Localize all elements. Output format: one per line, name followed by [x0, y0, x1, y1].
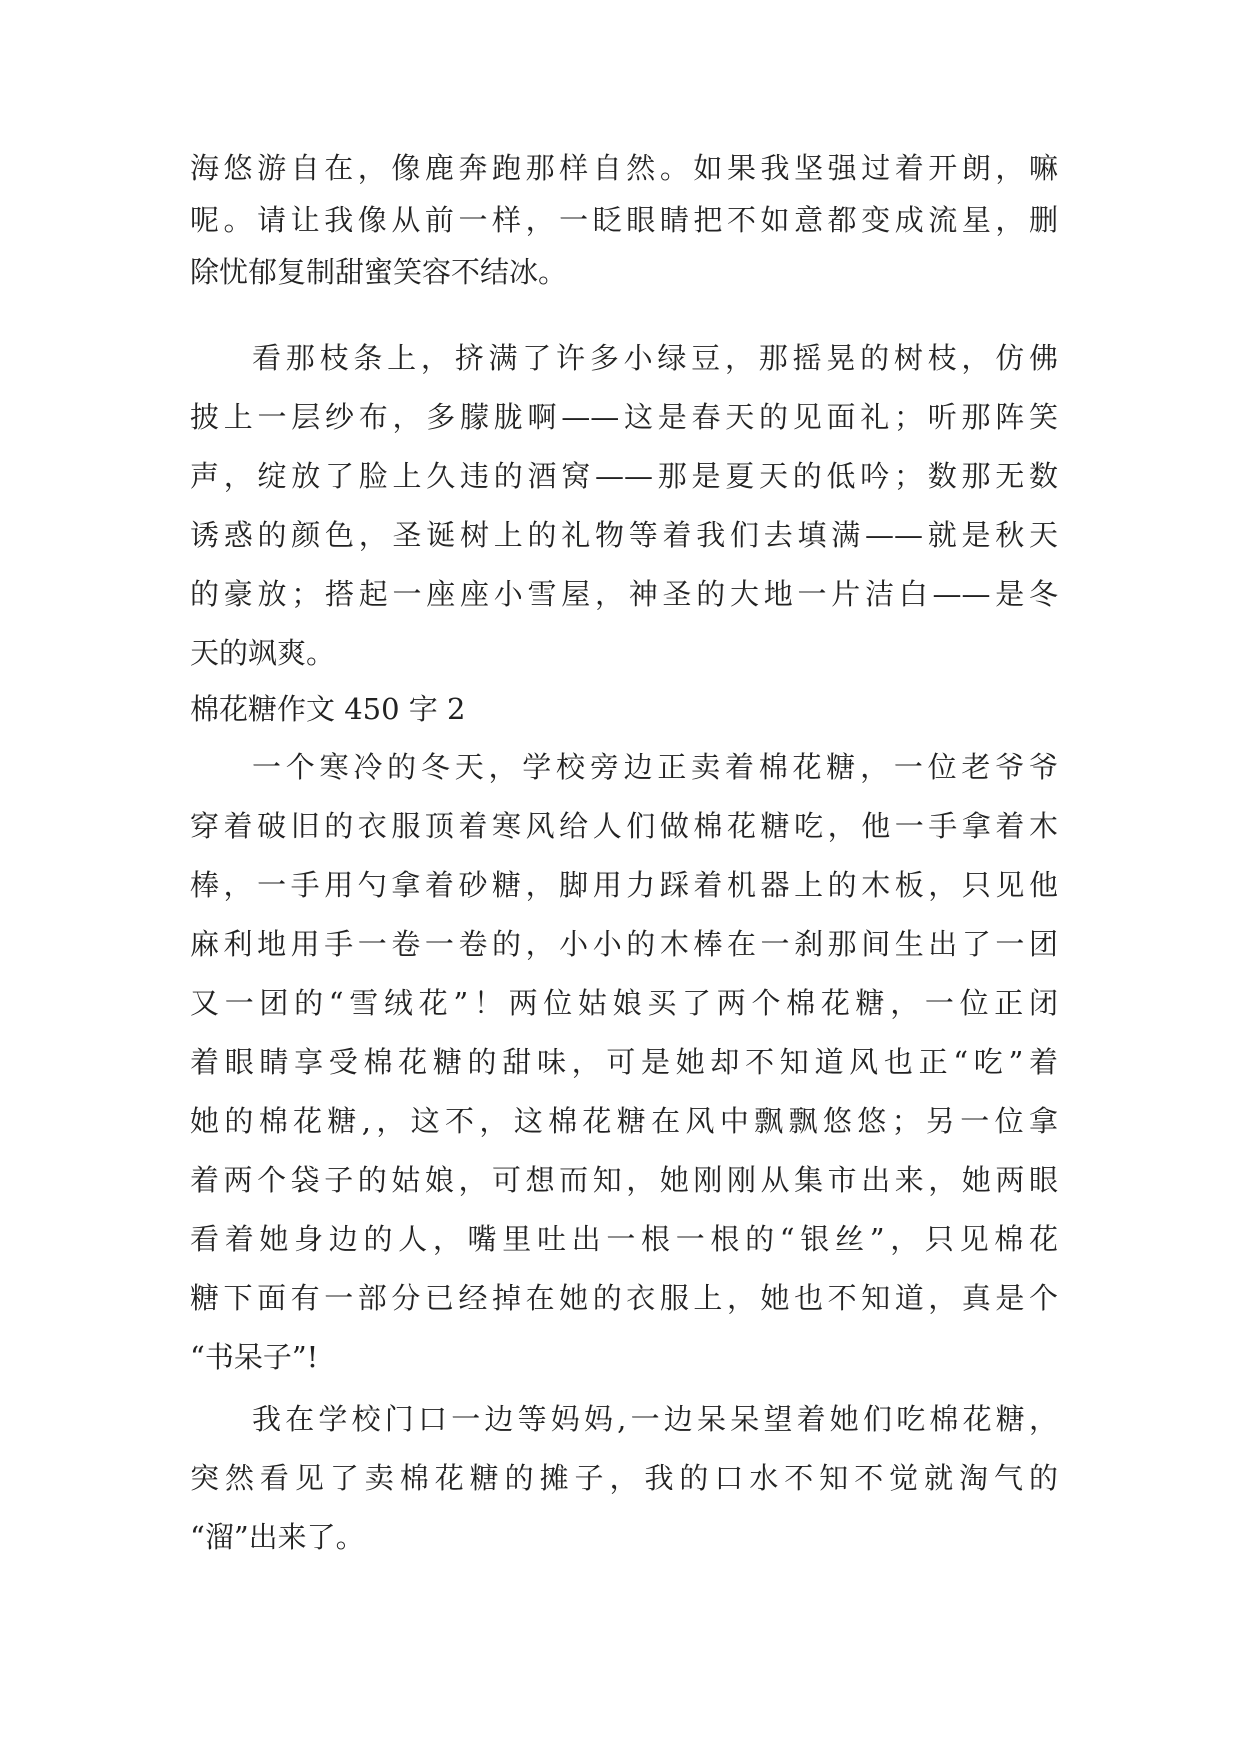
section-heading: 棉花糖作文 450 字 2 — [190, 692, 466, 726]
paragraph-line: 着两个袋子的姑娘，可想而知，她刚刚从集市出来，她两眼 — [190, 1163, 1058, 1197]
paragraph-line: 海悠游自在，像鹿奔跑那样自然。如果我坚强过着开朗，嘛 — [190, 151, 1058, 185]
paragraph-line: 她的棉花糖,，这不，这棉花糖在风中飘飘悠悠；另一位拿 — [190, 1104, 1058, 1138]
paragraph-line: “书呆子”! — [190, 1340, 319, 1374]
paragraph-line: 棒，一手用勺拿着砂糖，脚用力踩着机器上的木板，只见他 — [190, 868, 1058, 902]
paragraph-line: 突然看见了卖棉花糖的摊子，我的口水不知不觉就淘气的 — [190, 1461, 1058, 1495]
paragraph-line: 呢。请让我像从前一样，一眨眼睛把不如意都变成流星，删 — [190, 203, 1058, 237]
paragraph-line: 看着她身边的人，嘴里吐出一根一根的“银丝”，只见棉花 — [190, 1222, 1058, 1256]
paragraph-line: 的豪放；搭起一座座小雪屋，神圣的大地一片洁白——是冬 — [190, 577, 1058, 611]
paragraph-line: 除忧郁复制甜蜜笑容不结冰。 — [190, 255, 568, 289]
paragraph-line: 麻利地用手一卷一卷的，小小的木棒在一刹那间生出了一团 — [190, 927, 1058, 961]
paragraph-line: 声，绽放了脸上久违的酒窝——那是夏天的低吟；数那无数 — [190, 459, 1058, 493]
paragraph-line: 看那枝条上，挤满了许多小绿豆，那摇晃的树枝，仿佛 — [252, 341, 1058, 375]
paragraph-line: 穿着破旧的衣服顶着寒风给人们做棉花糖吃，他一手拿着木 — [190, 809, 1058, 843]
paragraph-line: 诱惑的颜色，圣诞树上的礼物等着我们去填满——就是秋天 — [190, 518, 1058, 552]
paragraph-line: 我在学校门口一边等妈妈,一边呆呆望着她们吃棉花糖， — [252, 1402, 1058, 1436]
paragraph-line: 天的飒爽。 — [190, 636, 336, 670]
paragraph-line: 一个寒冷的冬天，学校旁边正卖着棉花糖，一位老爷爷 — [252, 750, 1058, 784]
paragraph-line: 着眼睛享受棉花糖的甜味，可是她却不知道风也正“吃”着 — [190, 1045, 1058, 1079]
paragraph-line: 披上一层纱布，多朦胧啊——这是春天的见面礼；听那阵笑 — [190, 400, 1058, 434]
paragraph-line: “溜”出来了。 — [190, 1520, 365, 1554]
paragraph-line: 又一团的“雪绒花”！两位姑娘买了两个棉花糖，一位正闭 — [190, 986, 1058, 1020]
paragraph-line: 糖下面有一部分已经掉在她的衣服上，她也不知道，真是个 — [190, 1281, 1058, 1315]
